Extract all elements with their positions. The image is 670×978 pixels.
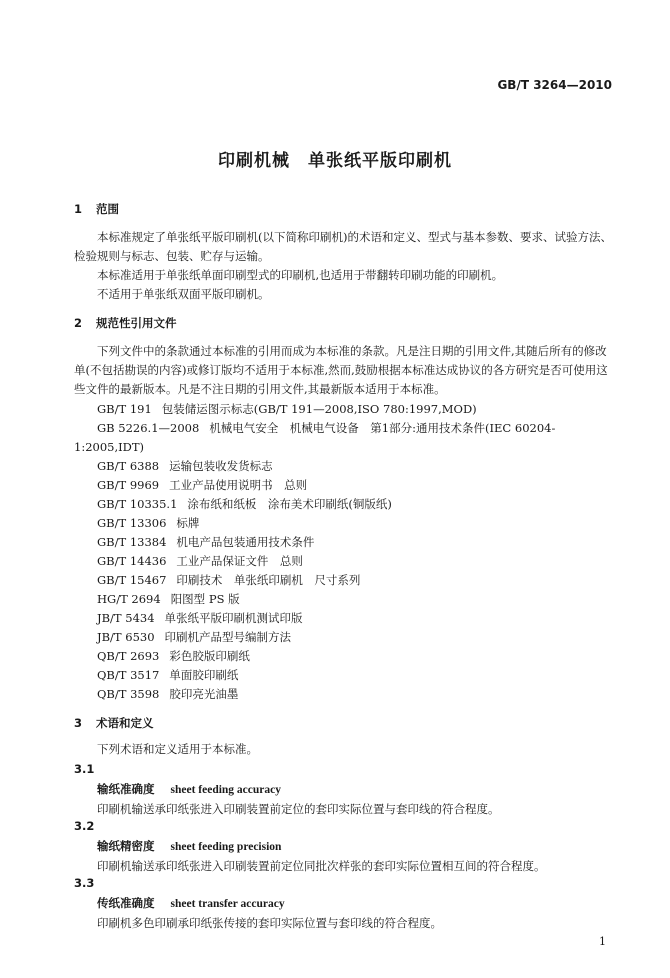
term-name [97, 781, 281, 797]
reference-code: GB/T 9969 [97, 478, 160, 492]
reference-title: 机电产品包装通用技术条件 [176, 535, 315, 549]
reference-title: 印刷技术 单张纸印刷机 尺寸系列 [176, 573, 361, 587]
section-1-paragraph-3: 不适用于单张纸双面平版印刷机。 [97, 287, 270, 301]
term-name-en: sheet feeding precision [170, 841, 282, 853]
section-number: 3 [74, 716, 83, 730]
term-definition: 印刷机多色印刷承印纸张传接的套印实际位置与套印线的符合程度。 [97, 916, 442, 930]
title-part-1: 印刷机械 [218, 151, 290, 171]
reference-title: 运输包装收发货标志 [169, 459, 273, 473]
reference-item [74, 419, 614, 457]
reference-item [97, 685, 238, 704]
reference-item [97, 609, 303, 628]
reference-item [97, 628, 291, 647]
reference-code: GB/T 10335.1 [97, 497, 178, 511]
reference-item [97, 647, 250, 666]
reference-code: GB/T 13384 [97, 535, 167, 549]
term-number: 3.2 [74, 819, 95, 833]
reference-title: 彩色胶版印刷纸 [169, 649, 250, 663]
reference-title: 胶印亮光油墨 [169, 687, 239, 701]
reference-item [97, 590, 240, 609]
reference-code: HG/T 2694 [97, 592, 161, 606]
reference-code: GB/T 15467 [97, 573, 167, 587]
reference-item [97, 571, 360, 590]
reference-title: 涂布纸和纸板 涂布美术印刷纸(铜版纸) [187, 497, 392, 511]
reference-item [97, 457, 273, 476]
title-part-2: 单张纸平版印刷机 [308, 151, 452, 171]
term-definition: 印刷机输送承印纸张进入印刷装置前定位同批次样张的套印实际位置相互间的符合程度。 [97, 859, 546, 873]
term-definition: 印刷机输送承印纸张进入印刷装置前定位的套印实际位置与套印线的符合程度。 [97, 802, 500, 816]
term-number: 3.1 [74, 762, 95, 776]
reference-title: 阳图型 PS 版 [170, 592, 240, 606]
term-name-en: sheet feeding accuracy [170, 784, 281, 796]
reference-code: GB 5226.1—2008 [97, 421, 200, 435]
section-2-heading [74, 315, 177, 331]
term-name-zh: 传纸准确度 [97, 896, 155, 910]
reference-title: 工业产品保证文件 总则 [176, 554, 303, 568]
term-name-zh: 输纸准确度 [97, 782, 155, 796]
reference-title: 标牌 [176, 516, 200, 530]
reference-code: GB/T 14436 [97, 554, 167, 568]
reference-code: QB/T 3517 [97, 668, 160, 682]
section-3-intro: 下列术语和定义适用于本标准。 [97, 742, 258, 756]
term-number: 3.3 [74, 876, 95, 890]
reference-title: 印刷机产品型号编制方法 [164, 630, 292, 644]
section-1-paragraph-1: 本标准规定了单张纸平版印刷机(以下简称印刷机)的术语和定义、型式与基本参数、要求、试验方法、检验规则与标志、包装、贮存与运输。 [74, 230, 612, 263]
term-name [97, 838, 281, 854]
reference-code: JB/T 5434 [97, 611, 155, 625]
reference-item [97, 552, 303, 571]
reference-code: JB/T 6530 [97, 630, 155, 644]
term-name-zh: 输纸精密度 [97, 839, 155, 853]
reference-code: QB/T 3598 [97, 687, 160, 701]
reference-item [97, 666, 238, 685]
reference-title: 包装储运图示标志(GB/T 191—2008,ISO 780:1997,MOD) [161, 402, 477, 416]
reference-code: GB/T 6388 [97, 459, 160, 473]
document-title [0, 146, 670, 171]
reference-item [97, 495, 392, 514]
term-name [97, 895, 285, 911]
section-3-heading [74, 715, 154, 731]
reference-title: 单张纸平版印刷机测试印版 [164, 611, 303, 625]
section-title: 范围 [96, 202, 119, 216]
section-number: 1 [74, 202, 83, 216]
standard-code: GB/T 3264—2010 [497, 78, 612, 92]
reference-code: GB/T 13306 [97, 516, 167, 530]
section-title: 规范性引用文件 [96, 316, 177, 330]
section-1-heading [74, 201, 119, 217]
reference-item [97, 476, 307, 495]
section-1-paragraph-2: 本标准适用于单张纸单面印刷型式的印刷机,也适用于带翻转印刷功能的印刷机。 [97, 268, 504, 282]
page-number: 1 [599, 935, 606, 948]
reference-title: 单面胶印刷纸 [169, 668, 239, 682]
reference-title: 机械电气安全 机械电气设备 第1部分:通用技术条件(IEC 60204-1:2005,IDT) [74, 421, 556, 454]
reference-title: 工业产品使用说明书 总则 [169, 478, 308, 492]
reference-code: GB/T 191 [97, 402, 152, 416]
term-name-en: sheet transfer accuracy [170, 898, 285, 910]
section-number: 2 [74, 316, 83, 330]
reference-item [97, 533, 314, 552]
section-title: 术语和定义 [96, 716, 154, 730]
reference-code: QB/T 2693 [97, 649, 160, 663]
reference-item [97, 514, 199, 533]
reference-item [97, 400, 477, 419]
section-2-intro: 下列文件中的条款通过本标准的引用而成为本标准的条款。凡是注日期的引用文件,其随后所有的修改单(不包括勘误的内容)或修订版均不适用于本标准,然而,鼓励根据本标准达成协议的各方研究是否可使用这些文件的最新版本。凡是不注日期的引用文件,其最新版本适用于本标准。 [74, 344, 608, 396]
